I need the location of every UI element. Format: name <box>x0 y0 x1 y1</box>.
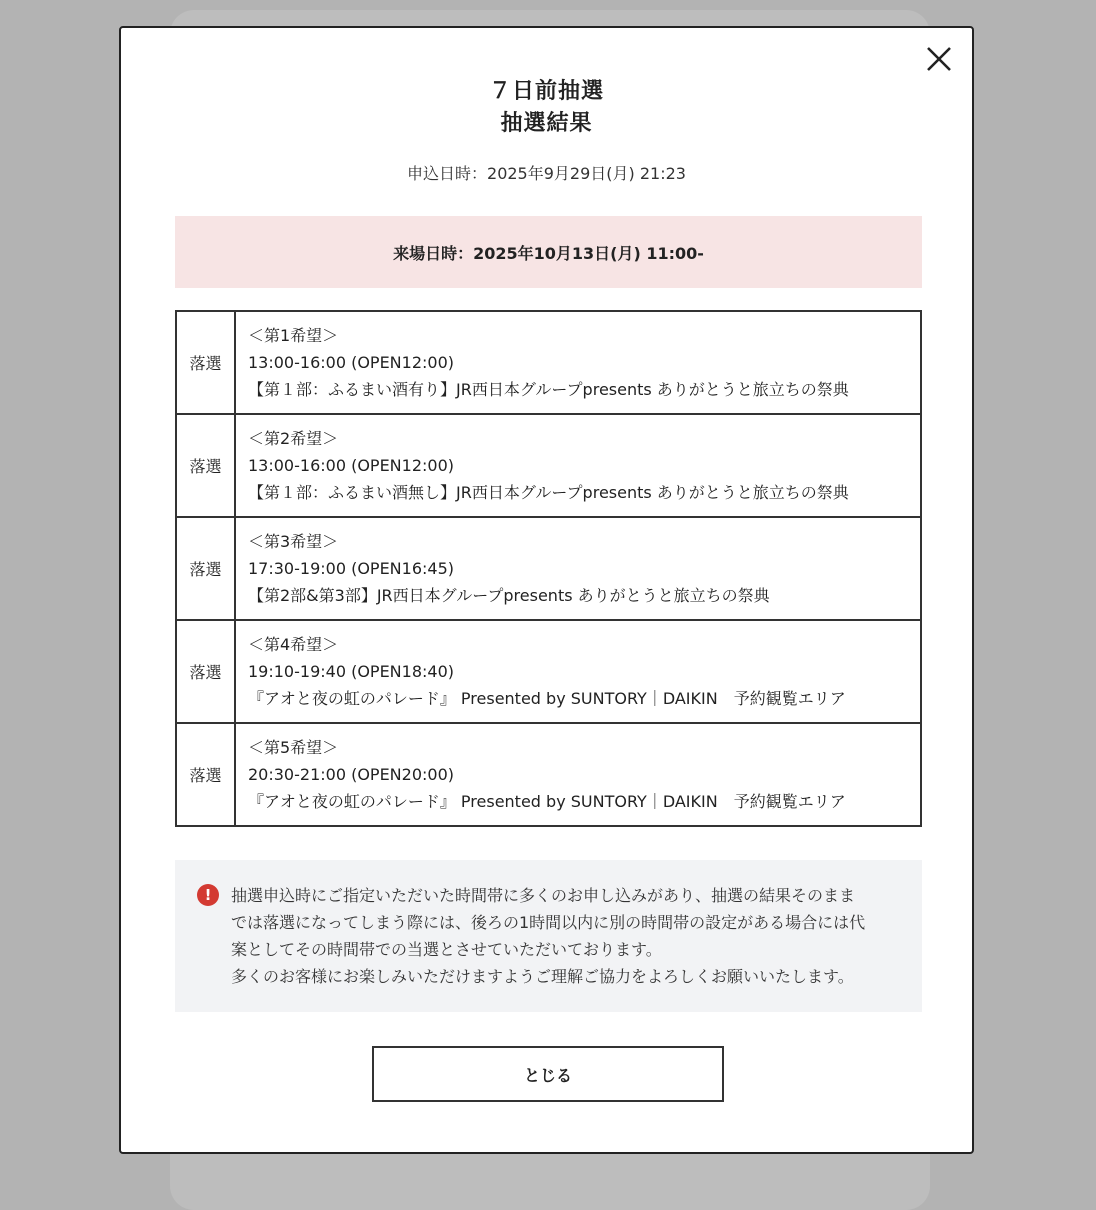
notice-line-3: 案としてその時間帯での当選とさせていただいております。 <box>231 940 662 959</box>
time-slot: 17:30-19:00 (OPEN16:45) <box>248 559 454 578</box>
event-name: 『アオと夜の虹のパレード』 Presented by SUNTORY｜DAIKIN 予約観覧エリア <box>248 792 846 811</box>
event-name: 【第１部：ふるまい酒有り】JR西日本グループpresents ありがとうと旅立ちの祭典 <box>248 380 849 399</box>
result-detail <box>235 517 921 620</box>
time-slot: 13:00-16:00 (OPEN12:00) <box>248 456 454 475</box>
notice-line-1: 抽選申込時にご指定いただいた時間帯に多くのお申し込みがあり、抽選の結果そのまま <box>231 886 856 905</box>
notice-box <box>175 860 922 1012</box>
close-icon[interactable] <box>922 42 956 76</box>
result-detail <box>235 414 921 517</box>
table-row <box>176 311 921 414</box>
application-datetime: 申込日時：2025年9月29日(月) 21:23 <box>407 164 686 183</box>
event-name: 『アオと夜の虹のパレード』 Presented by SUNTORY｜DAIKIN 予約観覧エリア <box>248 689 846 708</box>
result-status: 落選 <box>176 517 235 620</box>
choice-label: ＜第1希望＞ <box>248 326 339 345</box>
result-detail <box>235 723 921 826</box>
notice-line-4: 多くのお客様にお楽しみいただけますようご理解ご協力をよろしくお願いいたします。 <box>231 967 854 986</box>
result-detail <box>235 620 921 723</box>
results-table <box>175 310 922 827</box>
choice-label: ＜第3希望＞ <box>248 532 339 551</box>
event-name: 【第2部&第3部】JR西日本グループpresents ありがとうと旅立ちの祭典 <box>248 586 770 605</box>
modal-title <box>121 76 972 140</box>
result-detail <box>235 311 921 414</box>
time-slot: 20:30-21:00 (OPEN20:00) <box>248 765 454 784</box>
close-button-label: とじる <box>523 1065 572 1085</box>
choice-label: ＜第5希望＞ <box>248 738 339 757</box>
time-slot: 13:00-16:00 (OPEN12:00) <box>248 353 454 372</box>
choice-label: ＜第4希望＞ <box>248 635 339 654</box>
visit-datetime: 来場日時：2025年10月13日(月) 11:00- <box>393 243 704 263</box>
table-row <box>176 517 921 620</box>
table-row <box>176 723 921 826</box>
title-line-2: 抽選結果 <box>500 111 593 136</box>
result-status: 落選 <box>176 620 235 723</box>
result-status: 落選 <box>176 311 235 414</box>
choice-label: ＜第2希望＞ <box>248 429 339 448</box>
table-row <box>176 414 921 517</box>
time-slot: 19:10-19:40 (OPEN18:40) <box>248 662 454 681</box>
visit-datetime-banner <box>175 216 922 288</box>
exclamation-icon: ! <box>197 884 219 906</box>
notice-line-2: では落選になってしまう際には、後ろの1時間以内に別の時間帯の設定がある場合には代 <box>231 913 866 932</box>
close-button[interactable] <box>372 1046 724 1102</box>
event-name: 【第１部：ふるまい酒無し】JR西日本グループpresents ありがとうと旅立ちの祭典 <box>248 483 849 502</box>
result-status: 落選 <box>176 414 235 517</box>
table-row <box>176 620 921 723</box>
lottery-result-modal <box>119 26 974 1154</box>
result-status: 落選 <box>176 723 235 826</box>
title-line-1: ７日前抽選 <box>488 79 604 104</box>
